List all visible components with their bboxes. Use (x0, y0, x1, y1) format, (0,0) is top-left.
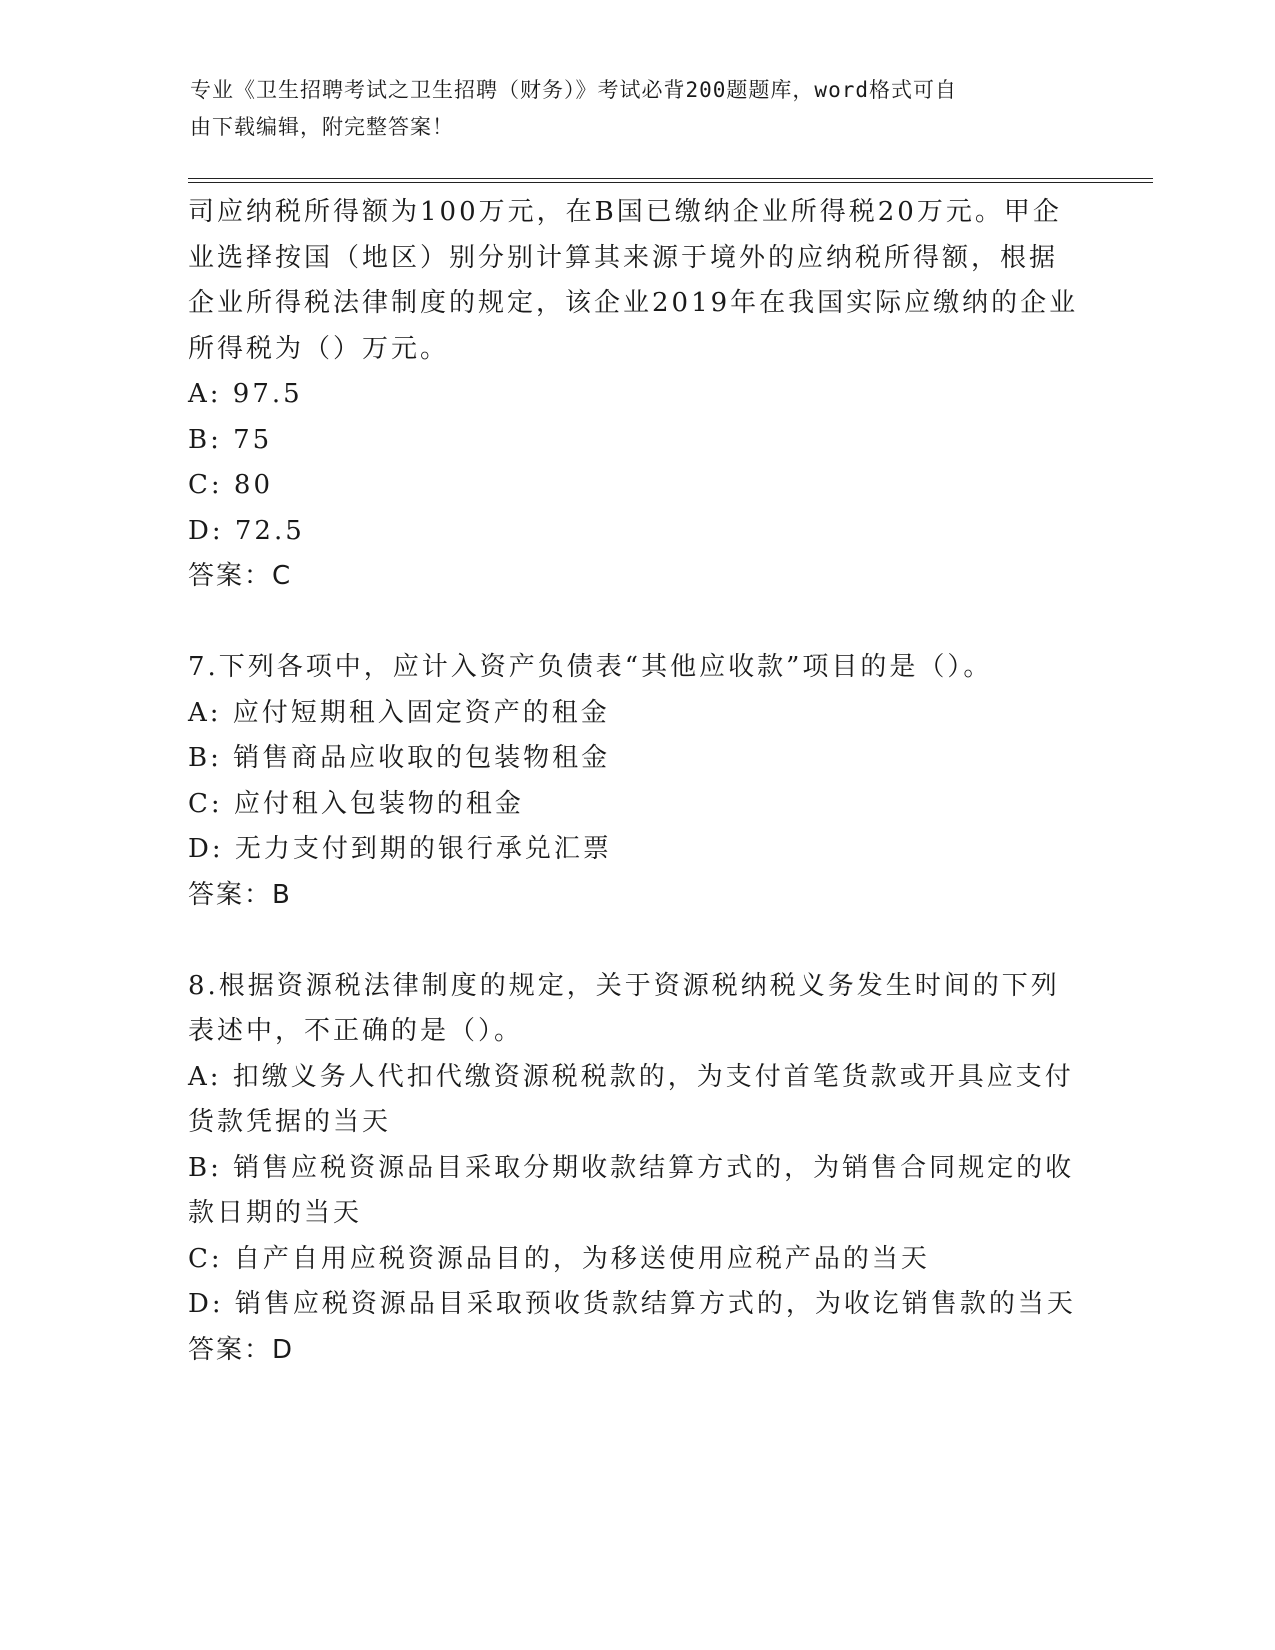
spacer (188, 600, 1088, 646)
option-d: D: 72.5 (188, 515, 305, 546)
spacer (188, 918, 1088, 964)
option-a: A: 应付短期租入固定资产的租金 (188, 697, 610, 728)
option-c: C: 80 (188, 470, 274, 500)
question-stem-line: 业选择按国（地区）别分别计算其来源于境外的应纳税所得额，根据 (188, 242, 1059, 273)
question-8 (188, 964, 1088, 1374)
question-6 (188, 190, 1088, 600)
question-stem-line: 7.下列各项中，应计入资产负债表“其他应收款”项目的是（）。 (188, 652, 993, 682)
option-b-continued: 款日期的当天 (188, 1198, 363, 1228)
option-c: C: 自产自用应税资源品目的，为移送使用应税产品的当天 (188, 1243, 930, 1274)
option-b: B: 销售商品应收取的包装物租金 (188, 743, 611, 773)
page-header (190, 72, 1090, 146)
answer-line: 答案：B (188, 879, 292, 910)
question-stem-line: 企业所得税法律制度的规定，该企业2019年在我国实际应缴纳的企业 (188, 288, 1079, 318)
header-line-2: 由下载编辑，附完整答案！ (190, 115, 454, 139)
answer-line: 答案：D (188, 1334, 295, 1365)
question-stem-line: 司应纳税所得额为100万元，在B国已缴纳企业所得税20万元。甲企 (188, 197, 1062, 227)
question-stem-line: 所得税为（）万元。 (188, 333, 450, 364)
header-divider (188, 178, 1153, 183)
document-body (188, 190, 1088, 1373)
option-c: C: 应付租入包装物的租金 (188, 788, 524, 819)
option-d: D: 销售应税资源品目采取预收货款结算方式的，为收讫销售款的当天 (188, 1289, 1076, 1319)
option-d: D: 无力支付到期的银行承兑汇票 (188, 834, 612, 864)
option-a: A: 扣缴义务人代扣代缴资源税税款的，为支付首笔货款或开具应支付 (188, 1061, 1074, 1092)
question-stem-line: 表述中，不正确的是（）。 (188, 1016, 524, 1046)
option-b: B: 75 (188, 424, 273, 455)
header-line-1: 专业《卫生招聘考试之卫生招聘（财务）》考试必背200题题库，word格式可自 (190, 78, 957, 102)
option-a-continued: 货款凭据的当天 (188, 1107, 392, 1137)
question-7 (188, 645, 1088, 918)
option-b: B: 销售应税资源品目采取分期收款结算方式的，为销售合同规定的收 (188, 1152, 1075, 1183)
answer-line: 答案：C (188, 561, 293, 591)
question-stem-line: 8.根据资源税法律制度的规定，关于资源税纳税义务发生时间的下列 (188, 970, 1060, 1001)
option-a: A: 97.5 (188, 379, 303, 409)
